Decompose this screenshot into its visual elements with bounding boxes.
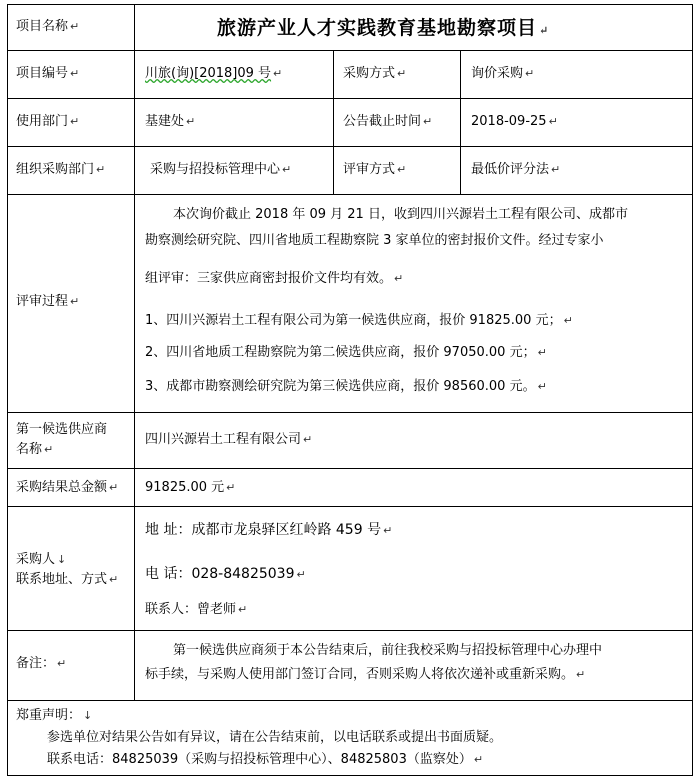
review-line-5: 2、四川省地质工程勘察院为第二候选供应商，报价 97050.00 元； ↵ [145,345,547,360]
purchaser-label-2: 联系地址、方式 ↵ [16,572,119,587]
project-no-value: 川旅(询)[2018]09 号 ↵ [145,66,283,81]
rule-bottom [7,775,693,776]
note-label: 备注： ↵ [16,656,67,671]
rule-note-bottom [7,700,693,701]
contact-address: 地 址：成都市龙泉驿区红岭路 459 号 ↵ [145,522,393,538]
contact-phone: 电 话：028-84825039 ↵ [145,566,306,582]
title-label: 项目名称 ↵ [16,19,80,34]
review-line-4: 1、四川兴源岩土工程有限公司为第一候选供应商，报价 91825.00 元； ↵ [145,313,573,328]
using-dept-label: 使用部门 ↵ [16,114,80,129]
review-line-1: 本次询价截止 2018 年 09 月 21 日，收到四川兴源岩土工程有限公司、成都市 [173,207,628,222]
using-dept-value: 基建处 ↵ [145,114,196,129]
rule-title-bottom [7,50,693,51]
deadline-value: 2018-09-25 ↵ [471,114,558,129]
rule-right-column [460,50,461,195]
note-line-2: 标手续，与采购人使用部门签订合同，否则采购人将依次递补或重新采购。 ↵ [145,667,586,682]
purchase-method-label: 采购方式 ↵ [343,66,407,81]
organizing-dept-value: 采购与招投标管理中心 ↵ [150,162,292,177]
rule-right [692,4,693,776]
review-method-label: 评审方式 ↵ [343,162,407,177]
rule-mid-column [333,50,334,195]
rule-contact-bottom [7,630,693,631]
total-amount-label: 采购结果总金额 ↵ [16,480,119,495]
rule-label-column [134,4,135,701]
rule-row1-bottom [7,98,693,99]
first-supplier-label-1: 第一候选供应商 [16,422,108,437]
deadline-label: 公告截止时间 ↵ [343,114,433,129]
note-line-1: 第一候选供应商须于本公告结束后，前往我校采购与招投标管理中心办理中 [173,643,603,658]
rule-top [7,4,693,5]
contact-person: 联系人：曾老师 ↵ [145,602,248,617]
first-supplier-value: 四川兴源岩土工程有限公司 ↵ [145,432,313,447]
announcement-table [7,4,693,776]
review-process-label: 评审过程 ↵ [16,294,80,309]
statement-line-2: 联系电话：84825039（采购与招投标管理中心）、84825803（监察处） ↵ [47,752,484,767]
purchase-method-value: 询价采购 ↵ [471,66,535,81]
page-title: 旅游产业人才实践教育基地勘察项目 ↵ [217,17,550,39]
review-line-6: 3、成都市勘察测绘研究院为第三候选供应商，报价 98560.00 元。 ↵ [145,379,547,394]
review-line-3: 组评审：三家供应商密封报价文件均有效。 ↵ [145,271,404,286]
project-no-label: 项目编号 ↵ [16,66,80,81]
organizing-dept-label: 组织采购部门 ↵ [16,162,106,177]
rule-row3-bottom [7,194,693,195]
rule-amount-bottom [7,506,693,507]
rule-row2-bottom [7,146,693,147]
rule-review-bottom [7,412,693,413]
rule-left [7,4,8,776]
statement-line-1: 参选单位对结果公告如有异议，请在公告结束前，以电话联系或提出书面质疑。 [47,730,503,745]
purchaser-label-1: 采购人 ↓ [16,552,67,567]
review-method-value: 最低价评分法 ↵ [471,162,561,177]
review-line-2: 勘察测绘研究院、四川省地质工程勘察院 3 家单位的密封报价文件。经过专家小 [145,233,604,248]
total-amount-value: 91825.00 元 ↵ [145,480,236,495]
rule-supplier-bottom [7,468,693,469]
statement-heading: 郑重声明： ↓ [16,708,93,723]
first-supplier-label-2: 名称 ↵ [16,442,54,457]
